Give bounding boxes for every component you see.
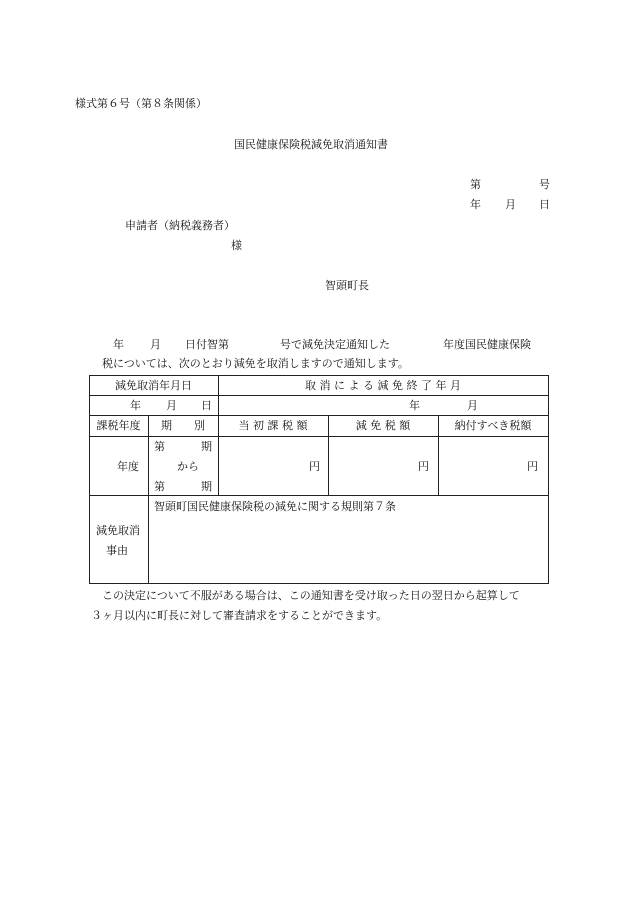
reason-label-line1: 減免取消 (96, 524, 140, 537)
doc-number-prefix: 第 (470, 178, 481, 191)
payable-yen: 円 (527, 460, 538, 473)
initial-tax-yen: 円 (309, 460, 320, 473)
applicant-honorific: 様 (231, 239, 242, 252)
date-year: 年 (470, 198, 481, 211)
document-title: 国民健康保険税減免取消通知書 (234, 138, 388, 151)
period-top-suffix: 期 (201, 440, 212, 453)
body-number-ref: 号で減免決定通知した (280, 338, 390, 351)
header-fiscal-year: 課税年度 (96, 419, 141, 432)
footer-line2: ３ヶ月以内に町長に対して審査請求をすることができます。 (91, 609, 388, 622)
body-month: 月 (150, 338, 161, 351)
period-top-prefix: 第 (154, 440, 165, 453)
form-number: 様式第６号（第８条関係） (75, 97, 207, 110)
issuer: 智頭町長 (325, 279, 369, 292)
reduction-yen: 円 (418, 460, 429, 473)
body-day-ref: 日付智第 (185, 338, 229, 351)
end-year: 年 (409, 399, 420, 412)
cancel-day: 日 (201, 399, 212, 412)
header-payable: 納付すべき税額 (454, 419, 532, 432)
date-month: 月 (505, 198, 516, 211)
body-line2: 税については、次のとおり減免を取消しますので通知します。 (102, 357, 409, 370)
reason-label-line2: 事由 (106, 544, 128, 557)
period-mid: から (177, 460, 199, 473)
period-bottom-prefix: 第 (154, 480, 165, 493)
data-fiscal-year: 年度 (117, 460, 139, 473)
end-period-header: 取 消 に よ る 減 免 終 了 年 月 (305, 379, 461, 392)
header-period: 期 別 (161, 419, 205, 432)
doc-number-suffix: 号 (539, 178, 550, 191)
cancel-year: 年 (130, 399, 141, 412)
end-month: 月 (467, 399, 478, 412)
header-reduction: 減 免 税 額 (355, 419, 411, 432)
cancel-date-header: 減免取消年月日 (115, 379, 192, 392)
applicant-label: 申請者（納税義務者） (125, 219, 235, 232)
reason-text: 智頭町国民健康保険税の減免に関する規則第７条 (154, 500, 396, 513)
body-fiscal-ref: 年度国民健康保険 (443, 338, 531, 351)
body-year: 年 (113, 338, 124, 351)
period-bottom-suffix: 期 (201, 480, 212, 493)
cancel-month: 月 (166, 399, 177, 412)
date-day: 日 (539, 198, 550, 211)
footer-line1: この決定について不服がある場合は、この通知書を受け取った日の翌日から起算して (102, 589, 520, 602)
header-initial-tax: 当 初 課 税 額 (238, 419, 308, 432)
